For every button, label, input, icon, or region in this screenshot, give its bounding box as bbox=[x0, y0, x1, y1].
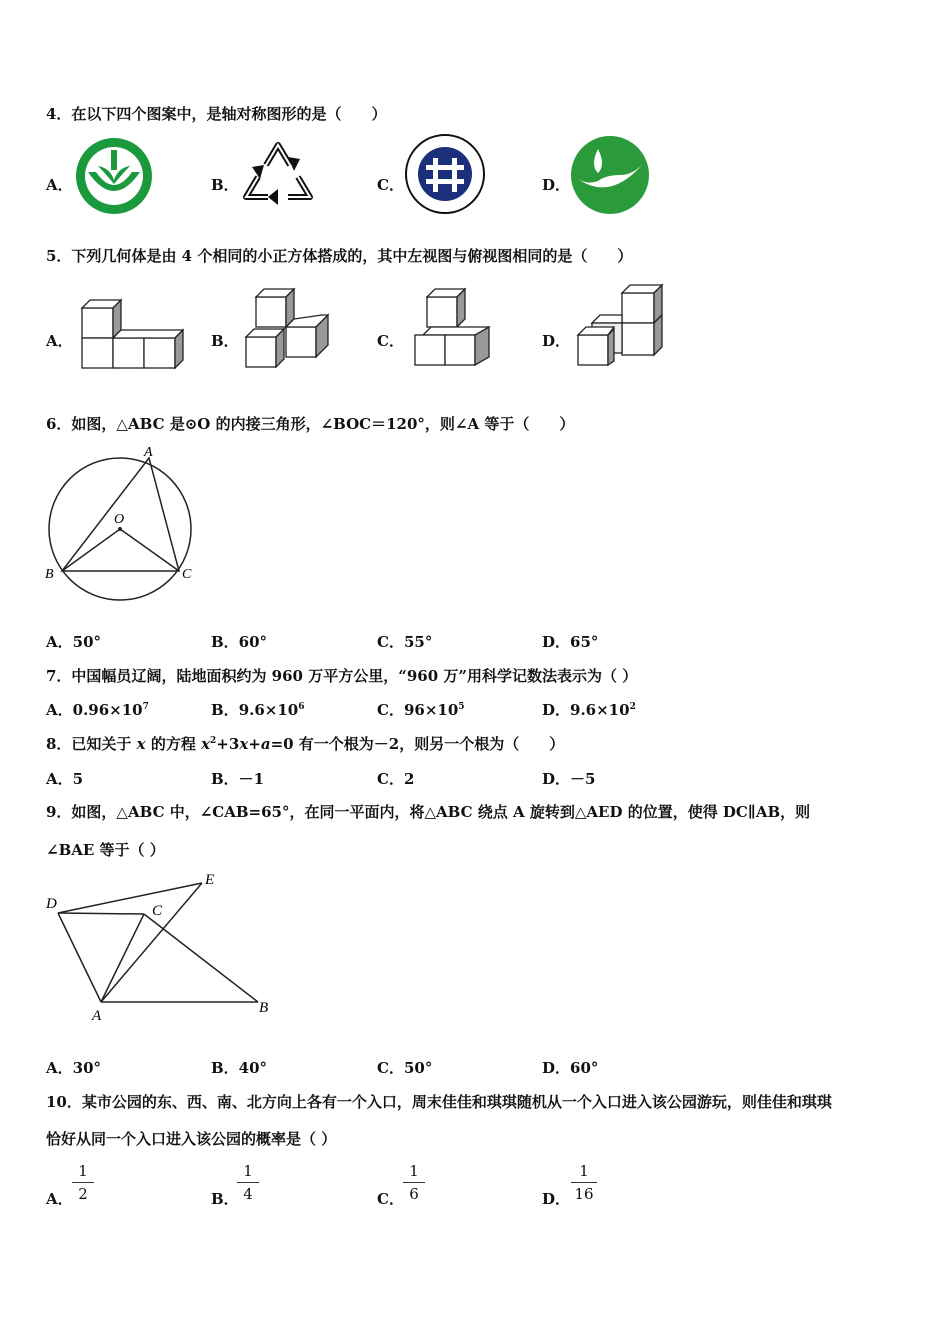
recycle-logo-icon bbox=[238, 137, 318, 215]
q10-option-d-fraction: 1 16 bbox=[571, 1162, 597, 1203]
q5-figure-a bbox=[70, 290, 200, 375]
q4-option-a-label: A． bbox=[46, 176, 73, 194]
navy-circle-logo-icon bbox=[404, 133, 486, 215]
q6-option-b: B．60° bbox=[211, 633, 268, 651]
q6-circle-triangle-figure bbox=[40, 440, 210, 610]
q9-option-a: A．30° bbox=[46, 1059, 102, 1077]
q9-option-b: B．40° bbox=[211, 1059, 268, 1077]
green-food-logo-icon bbox=[74, 136, 154, 216]
q9-label-b: B bbox=[259, 1000, 269, 1016]
q5-figure-c bbox=[405, 285, 505, 375]
q8-option-d: D．－5 bbox=[542, 770, 596, 788]
q10-option-c-fraction: 1 6 bbox=[403, 1162, 425, 1203]
q10-option-a-label: A． bbox=[46, 1190, 73, 1208]
water-drop-logo-icon bbox=[570, 135, 650, 215]
q9-rotation-figure bbox=[40, 868, 280, 1028]
q10-option-b-label: B． bbox=[211, 1190, 239, 1208]
q8-option-b: B．－1 bbox=[211, 770, 265, 788]
q6-option-d: D．65° bbox=[542, 633, 599, 651]
q6-stem: 6．如图，△ABC 是⊙O 的内接三角形，∠BOC＝120°，则∠A 等于（ ） bbox=[46, 415, 575, 433]
q10-stem-line1: 10．某市公园的东、西、南、北方向上各有一个入口，周末佳佳和琪琪随机从一个入口进入该公园游玩，则佳佳和琪琪 bbox=[46, 1093, 832, 1111]
q7-stem: 7．中国幅员辽阔，陆地面积约为 960 万平方公里，“960 万”用科学记数法表示为（ ） bbox=[46, 667, 638, 685]
q9-option-c: C．50° bbox=[377, 1059, 433, 1077]
q8-option-a: A．5 bbox=[46, 770, 84, 788]
q5-figure-b bbox=[238, 285, 338, 375]
q5-option-c-label: C． bbox=[377, 332, 404, 350]
q10-option-d-label: D． bbox=[542, 1190, 571, 1208]
q9-label-c: C bbox=[152, 903, 163, 919]
q10-option-b-fraction: 1 4 bbox=[237, 1162, 259, 1203]
q10-option-c-label: C． bbox=[377, 1190, 404, 1208]
q6-option-c: C．55° bbox=[377, 633, 433, 651]
q6-option-a: A．50° bbox=[46, 633, 102, 651]
q8-option-c: C．2 bbox=[377, 770, 415, 788]
q6-label-o: O bbox=[114, 512, 125, 527]
q9-label-d: D bbox=[46, 896, 57, 912]
q5-option-a-label: A． bbox=[46, 332, 73, 350]
q6-label-b: B bbox=[45, 567, 54, 582]
q5-option-b-label: B． bbox=[211, 332, 239, 350]
q10-stem-line2: 恰好从同一个入口进入该公园的概率是（ ） bbox=[46, 1130, 337, 1148]
q8-stem: 8．已知关于 x 的方程 $x^2+3x+a=0$ 有一个根为－2，则另一个根为（ ） bbox=[46, 735, 565, 753]
q6-label-a: A bbox=[144, 445, 153, 460]
q7-option-d: D．$9.6\times 10^2$ bbox=[542, 701, 636, 719]
q4-option-c-label: C． bbox=[377, 176, 404, 194]
q7-option-c: C．$96\times 10^5$ bbox=[377, 701, 465, 719]
q9-stem-line1: 9．如图，△ABC 中，∠CAB=65°，在同一平面内，将△ABC 绕点 A 旋转到△AED 的位置，使得 DC∥AB，则 bbox=[46, 803, 811, 821]
q10-option-a-fraction: 1 2 bbox=[72, 1162, 94, 1203]
q4-option-d-label: D． bbox=[542, 176, 571, 194]
q6-label-c: C bbox=[182, 567, 192, 582]
q9-option-d: D．60° bbox=[542, 1059, 599, 1077]
q4-stem: 4．在以下四个图案中，是轴对称图形的是（ ） bbox=[46, 105, 387, 123]
q9-stem-line2: ∠BAE 等于（ ） bbox=[46, 841, 165, 859]
q4-option-b-label: B． bbox=[211, 176, 239, 194]
q7-option-a: A．$0.96\times 10^7$ bbox=[46, 701, 149, 719]
q5-figure-d bbox=[570, 283, 680, 373]
q7-option-b: B．$9.6\times 10^6$ bbox=[211, 701, 305, 719]
q9-label-e: E bbox=[205, 872, 215, 888]
q5-option-d-label: D． bbox=[542, 332, 571, 350]
q5-stem: 5．下列几何体是由 4 个相同的小正方体搭成的，其中左视图与俯视图相同的是（ ） bbox=[46, 247, 633, 265]
q9-label-a: A bbox=[92, 1008, 102, 1024]
